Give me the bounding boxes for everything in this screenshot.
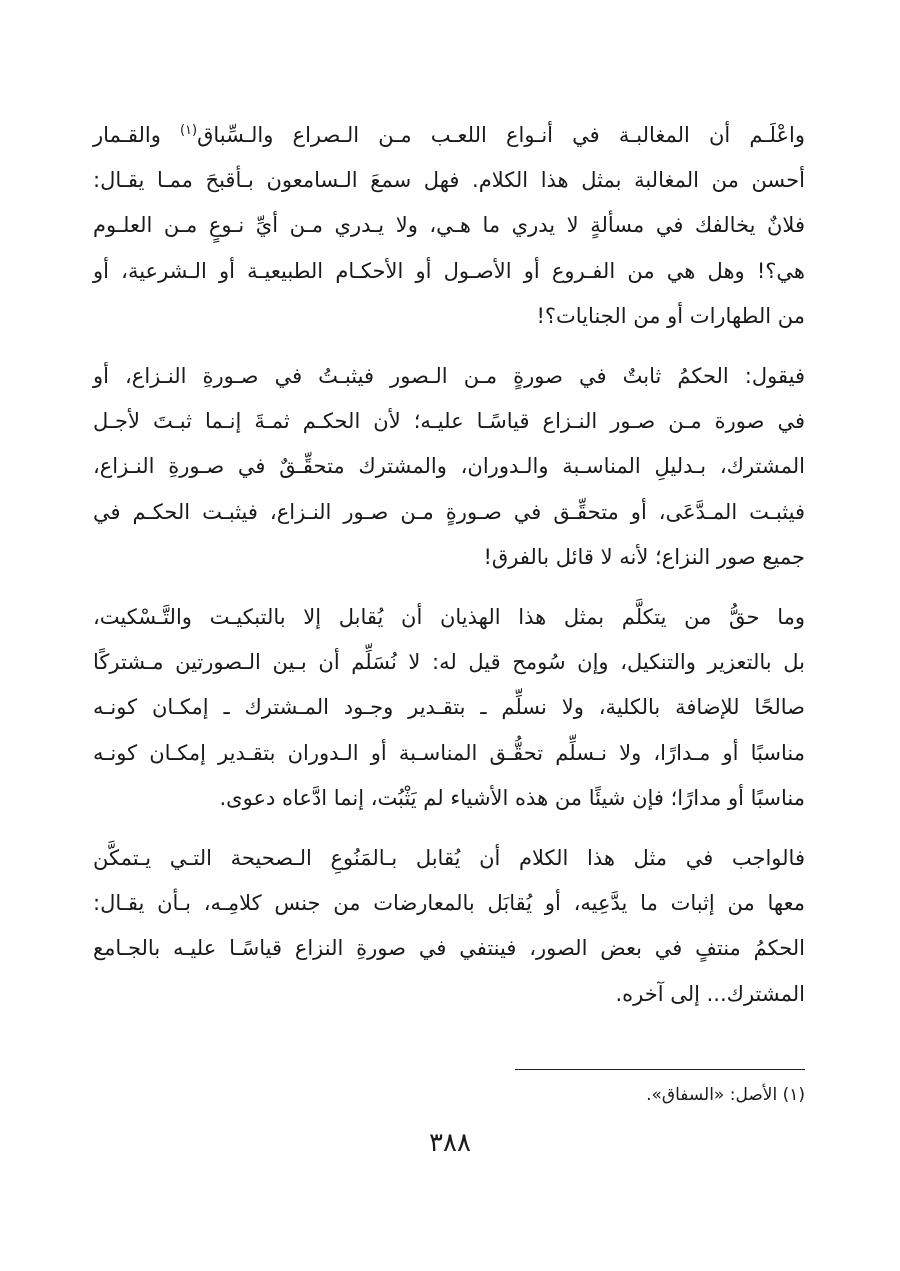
text-line: فلانٌ يخالفك في مسألةٍ لا يدري ما هـي، ولا يـدري مـن أيِّ نـوعٍ مـن العلـوم	[93, 213, 805, 238]
text-line: هي؟! وهل هي من الفـروع أو الأصـول أو الأحكـام الطبيعيـة أو الـشرعية، أو	[93, 258, 805, 283]
text-line: الحكمُ منتفٍ في بعض الصور، فينتفي في صورةِ النزاع قياسًـا عليـه بالجـامع	[93, 936, 805, 961]
footnote: (١) الأصل: «السفاق».	[646, 1085, 805, 1105]
text-line: فيثبـت المـدَّعَى، أو متحقِّـق في صـورةٍ مـن صـور النـزاع، فيثبـت الحكـم في	[93, 499, 805, 524]
paragraph-3	[93, 595, 805, 821]
paragraph-4	[93, 836, 805, 1017]
text-line: المشترك، بـدليلِ المناسـبة والـدوران، والمشترك متحقِّـقٌ في صـورةِ النـزاع،	[93, 454, 805, 479]
text-line: من الطهارات أو من الجنايات؟!	[536, 303, 805, 328]
text-line: وما حقُّ من يتكلَّم بمثل هذا الهذيان أن يُقابل إلا بالتبكيـت والتَّـسْكيت،	[93, 605, 805, 630]
paragraph-1	[93, 113, 805, 339]
text-line: فالواجب في مثل هذا الكلام أن يُقابل بـالمَنُوعِ الـصحيحة التـي يـتمكَّن	[93, 846, 805, 871]
text-line: فيقول: الحكمُ ثابتٌ في صورةٍ مـن الـصور فيثبـتُ في صـورةِ النـزاع، أو	[93, 364, 805, 389]
text-line: في صورة مـن صـور النـزاع قياسًـا عليـه؛ لأن الحكـم ثمـةَ إنـما ثبـتَ لأجـل	[93, 409, 805, 434]
text-line: المشترك... إلى آخره.	[615, 981, 805, 1006]
page-number: ٣٨٨	[429, 1128, 471, 1158]
text-line: أحسن من المغالبة بمثل هذا الكلام. فهل سمعَ الـسامعون بـأقبحَ ممـا يقـال:	[93, 168, 805, 193]
text-line: معها من إثبات ما يدَّعِيه، أو يُقابَل بالمعارضات من جنس كلامِـه، بـأن يقـال:	[93, 891, 805, 916]
footnote-marker[interactable]: (١)	[179, 123, 198, 138]
text-line: صالحًا للإضافة بالكلية، ولا نسلِّم ـ بتقـدير وجـود المـشترك ـ إمكـان كونـه	[93, 695, 805, 720]
text-line: جميع صور النزاع؛ لأنه لا قائل بالفرق!	[483, 544, 805, 569]
main-text	[93, 113, 805, 1032]
text-line: مناسبًا أو مـدارًا، ولا نـسلِّم تحقُّـق المناسـبة أو الـدوران بتقـدير إمكـان كونـه	[93, 740, 805, 765]
text-line: بل بالتعزير والتنكيل، وإن سُومح قيل له: لا نُسَلِّم أن بـين الـصورتين مـشتركًا	[93, 650, 805, 675]
footnote-divider	[515, 1069, 805, 1070]
text-line: مناسبًا أو مدارًا؛ فإن شيئًا من هذه الأشياء لم يَثْبُت، إنما ادَّعاه دعوى.	[219, 785, 805, 810]
paragraph-2	[93, 354, 805, 580]
text-line: واعْلَـم أن المغالبـة في أنـواع اللعـب مـن الـصراع والـسِّباق$^{(١)}$ والقـمار	[93, 123, 805, 147]
